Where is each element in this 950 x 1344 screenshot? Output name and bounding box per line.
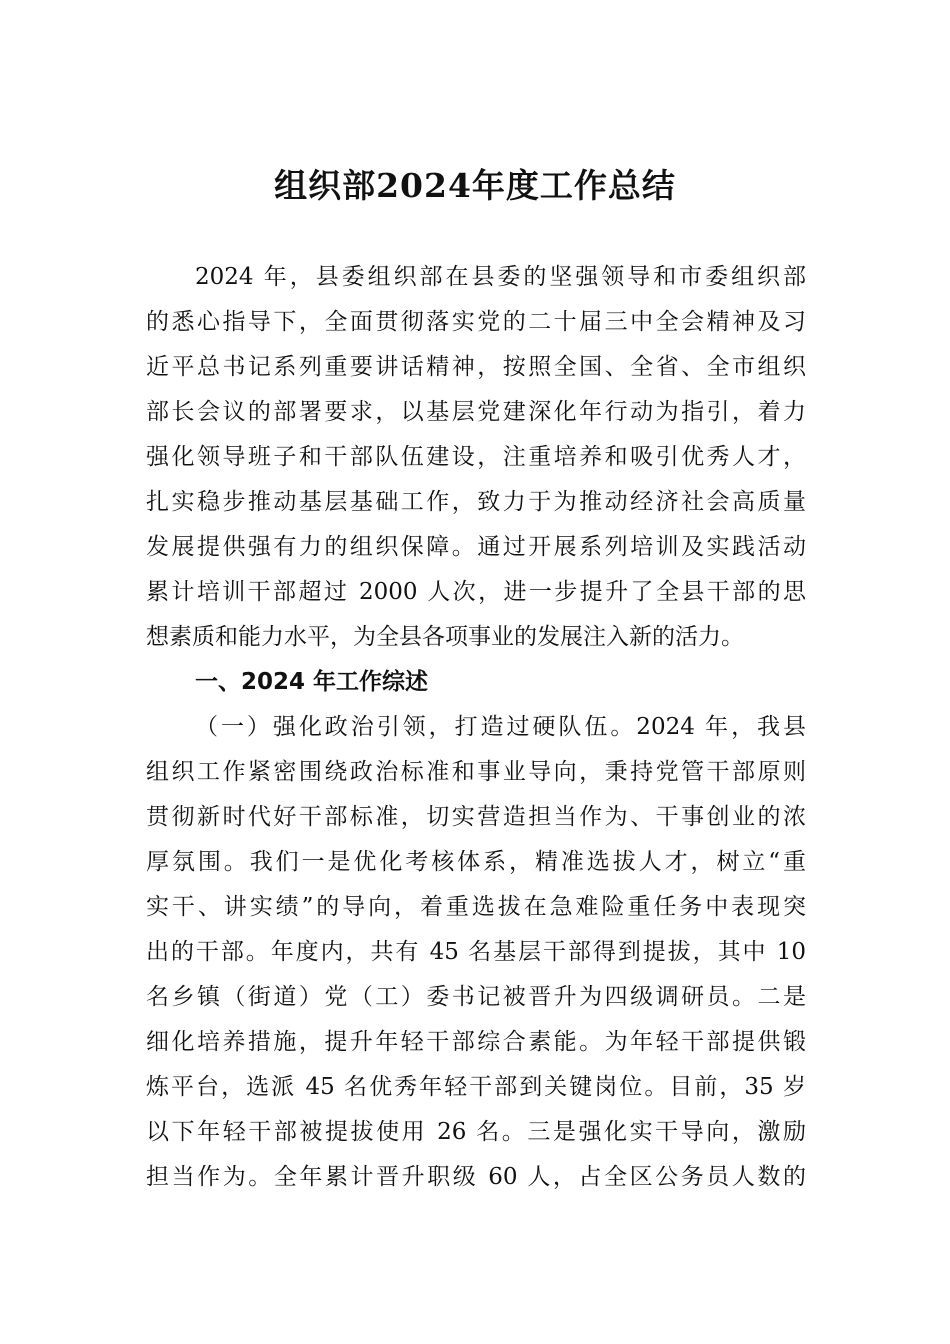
paragraph-line: 厚氛围。我们一是优化考核体系，精准选拔人才，树立“重 [146, 849, 806, 875]
paragraph-line: 强化领导班子和干部队伍建设，注重培养和吸引优秀人才， [146, 444, 806, 470]
paragraph-line: 名乡镇（街道）党（工）委书记被晋升为四级调研员。二是 [146, 984, 806, 1010]
paragraph-line: 想素质和能力水平，为全县各项事业的发展注入新的活力。 [146, 624, 744, 650]
paragraph-line: 发展提供强有力的组织保障。通过开展系列培训及实践活动 [146, 534, 806, 560]
paragraph-line: 细化培养措施，提升年轻干部综合素能。为年轻干部提供锻 [146, 1029, 806, 1055]
paragraph-line: 部长会议的部署要求，以基层党建深化年行动为指引，着力 [146, 399, 806, 425]
paragraph-line: 扎实稳步推动基层基础工作，致力于为推动经济社会高质量 [146, 489, 806, 515]
page-title: 组织部2024年度工作总结 [274, 166, 676, 205]
paragraph-line: 炼平台，选派 45 名优秀年轻干部到关键岗位。目前，35 岁 [146, 1074, 806, 1100]
paragraph-line: （一）强化政治引领，打造过硬队伍。2024 年，我县 [195, 714, 806, 740]
paragraph-line: 出的干部。年度内，共有 45 名基层干部得到提拔，其中 10 [146, 939, 806, 965]
paragraph-line: 以下年轻干部被提拔使用 26 名。三是强化实干导向，激励 [146, 1119, 806, 1145]
paragraph-line: 担当作为。全年累计晋升职级 60 人，占全区公务员人数的 [146, 1164, 806, 1190]
paragraph-line: 贯彻新时代好干部标准，切实营造担当作为、干事创业的浓 [146, 804, 806, 830]
paragraph-line: 近平总书记系列重要讲话精神，按照全国、全省、全市组织 [146, 354, 806, 380]
paragraph-line: 累计培训干部超过 2000 人次，进一步提升了全县干部的思 [146, 579, 806, 605]
section-heading: 一、2024 年工作综述 [195, 669, 429, 695]
paragraph-line: 实干、讲实绩”的导向，着重选拔在急难险重任务中表现突 [146, 894, 806, 920]
paragraph-line: 组织工作紧密围绕政治标准和事业导向，秉持党管干部原则 [146, 759, 806, 785]
paragraph-line: 的悉心指导下，全面贯彻落实党的二十届三中全会精神及习 [146, 309, 806, 335]
paragraph-line: 2024 年，县委组织部在县委的坚强领导和市委组织部 [195, 264, 806, 290]
